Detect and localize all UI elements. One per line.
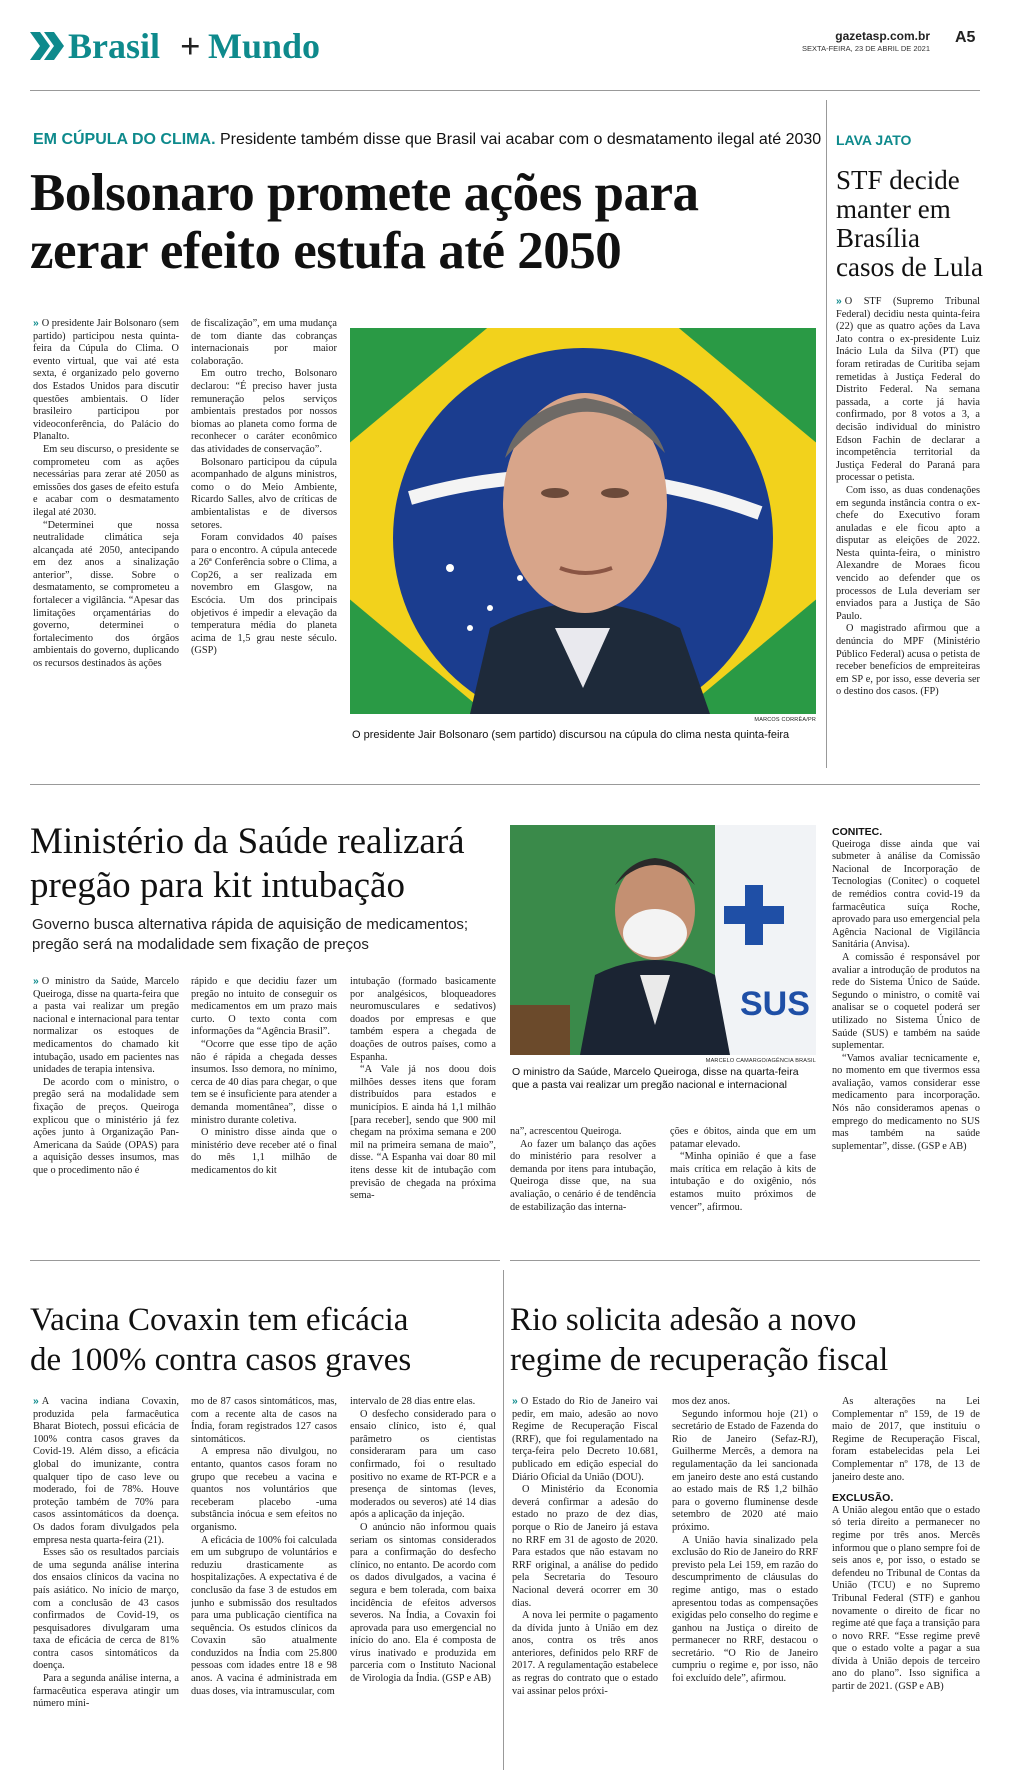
rio-headline: Rio solicita adesão a novo regime de recuperação fiscal <box>510 1302 889 1378</box>
covaxin-column-2: mo de 87 casos sintomáticos, mas, com a recente alta de casos na Índia, foram registrados 127 casos sintomáticos. A empresa não divulgou, no entanto, quantos casos foram no grupo que recebeu a vacina e quantos nos voluntários que receberam placebo -uma substância inócua e sem efeitos no organismo. A eficácia de 100% foi calculada em um subgrupo de voluntários e reduziu drasticamente as hospitalizações. A expectativa é de conclusão da fase 3 de estudos em junho e submissão dos resultados para uma publicação científica na sequência. Os estudos clínicos da Covaxin são atualmente conduzidos na Índia com 25.800 pessoas com idades entre 18 e 98 anos. A vacina é administrada em duas doses, via intramuscular, com <box>191 1396 337 1697</box>
photo-bolsonaro <box>350 328 816 714</box>
rio-column-1: » O Estado do Rio de Janeiro vai pedir, em maio, adesão ao novo Regime de Recuperação Fiscal (RRF), que foi regulamentado na terça-feira pelo Decreto 10.681, publicado em edição especial do Diário Oficial da União (DOU). O Ministério da Economia deverá confirmar a adesão do estado no prazo de dez dias, porque o Rio de Janeiro já estava no RRF em 31 de agosto de 2020. Para estados que não estavam no RRF original, a análise do pedido pela Secretaria do Tesouro Nacional deverá ocorrer em 30 dias. A nova lei permite o pagamento da dívida junto à União em dez anos, contra os três anos anteriores, definidos pelo RRF de 2017. A regulamentação estabelece as regras do contrato que o estado vai assinar pelos próxi- <box>512 1396 658 1697</box>
chevron-icon: » <box>836 296 842 307</box>
bottom-divider <box>503 1270 504 1770</box>
saude-column-3: intubação (formado basicamente por analgésicos, bloqueadores neuromusculares e sedativos) doados por empresas e que também espera a chegada de doações de outros países, como a Espanha. “A Vale já nos doou dois milhões desses itens que foram distribuídos para estados e municípios. E ainda há 1,1 milhão [para receber], sendo que 900 mil chegam na próxima semana e 200 mil na primeira semana de maio”, disse. “A Espanha vai doar 80 mil itens desse kit de intubação com previsão de chegada na próxima sema- <box>350 976 496 1202</box>
rio-column-2: mos dez anos. Segundo informou hoje (21) o secretário de Estado de Fazenda do Rio de Janeiro (Sefaz-RJ), Guilherme Mercês, a demora na regulamentação da lei sancionada em janeiro deste ano está custando ao estado mais de R$ 1,2 bilhão para o governo fluminense desde setembro de 2020 até maio próximo. A União havia sinalizado pela exclusão do Rio de Janeiro do RRF previsto pela Lei 159, em razão do descumprimento de cláusulas do regime antigo, mas o estado apresentou todas as compensações exigidas pelo conselho do regime e ganhou na Justiça o direito de permanecer no RRF, destacou o secretário. “O Rio de Janeiro cumpriu o regime e, por isso, não foi excluído dele”, afirmou. <box>672 1396 818 1685</box>
covaxin-column-1: » A vacina indiana Covaxin, produzida pela farmacêutica Bharat Biotech, possui eficácia de 100% contra casos graves da Covid-19. Além disso, a eficácia global do imunizante, contra qualquer tipo de caso leve ou moderado, foi de 78%. Houve proteção também de 70% para casos assintomáticos da doença. Os dados foram divulgados pela empresa nesta quarta-feira (21). Esses são os resultados parciais de uma segunda análise interina dos ensaios clínicos da vacina no país asiático. No início de março, com a conclusão de 43 casos confirmados de Covid-19, os pesquisadores divulgaram uma taxa de eficácia de cerca de 81% contra casos sintomáticos da doença. Para a segunda análise interna, a farmacêutica esperava atingir um número míni- <box>33 1396 179 1710</box>
saude-column-5: ções e óbitos, ainda que em um patamar elevado. “Minha opinião é que a fase mais crítica em relação à kits de intubação e do oxigênio, nós estamos muito próximos de vencer”, afirmou. <box>670 1126 816 1213</box>
top-headline-line-2: zerar efeito estufa até 2050 <box>30 222 622 280</box>
lava-kicker: LAVA JATO <box>836 132 912 148</box>
lava-headline: STF decide manter em Brasília casos de Lula <box>836 165 983 282</box>
page-number: A5 <box>955 29 976 46</box>
rule-after-saude <box>30 1260 500 1261</box>
photo-queiroga <box>510 825 816 1055</box>
caption-bolsonaro: O presidente Jair Bolsonaro (sem partido) discursou na cúpula do clima nesta quinta-feira <box>352 729 790 741</box>
chevron-icon: » <box>33 318 39 329</box>
covaxin-headline: Vacina Covaxin tem eficácia de 100% contra casos graves <box>30 1302 412 1378</box>
top-column-2: de fiscalização”, em uma mudança de tom diante das cobranças internacionais por maior colaboração. Em outro trecho, Bolsonaro declarou: “É preciso haver justa remuneração pelos serviços ambientais prestados por nossos biomas ao planeta como forma de reconhecer o caráter econômico das atividades de conservação”. Bolsonaro participou da cúpula acompanhado de alguns ministros, como o do Meio Ambiente, Ricardo Salles, alvo de críticas de ambientalistas e de diversos setores. Foram convidados 40 países para o encontro. A cúpula antecede a 26ª Conferência sobre o Clima, a Cop26, a ser realizada em novembro em Glasgow, na Escócia. Um dos principais objetivos é impedir a elevação da temperatura média do planeta acima de 1,5 grau neste século. (GSP) <box>191 318 337 657</box>
saude-sidebar: CONITEC. Queiroga disse ainda que vai submeter à análise da Comissão Nacional de Incorporação de Tecnologias (Conitec) o coquetel de remédios contra covid-19 da farmacêutica suíça Roche, aprovado para uso emergencial pela Agência Nacional de Vigilância Sanitária (Anvisa). A comissão é responsável por avaliar a introdução de produtos na rede do Sistema Único de Saúde. Segundo o ministro, o comitê vai analisar se o coquetel poderá ser utilizado no Sistema Único de Saúde (SUS) e também na saúde suplementar. “Vamos avaliar tecnicamente e, no momento em que tivermos essa avaliação, vamos considerar esse medicamento para incorporação. Nós não consideramos apenas o emprego do medicamento no SUS mas também na saúde suplementar”, disse. (GSP e AB) <box>832 826 980 1152</box>
chevron-icon: » <box>512 1396 518 1407</box>
saude-headline-line-2: pregão para kit intubação <box>30 865 405 906</box>
photo-credit-bolsonaro: MARCOS CORRÊA/PR <box>754 717 816 723</box>
saude-deck: Governo busca alternativa rápida de aquisição de medicamentos; pregão será na modalidade sem fixação de preços <box>32 916 469 953</box>
header-rule <box>30 90 980 91</box>
photo-credit-queiroga: MARCELO CAMARGO/AGÊNCIA BRASIL <box>705 1058 816 1064</box>
section-mundo: Mundo <box>208 26 321 66</box>
top-kicker-text: Presidente também disse que Brasil vai acabar com o desmatamento ilegal até 2030 <box>219 131 822 148</box>
lava-body: » O STF (Supremo Tribunal Federal) decidiu nesta quinta-feira (22) que as quatro ações da Lava Jato contra o ex-presidente Luiz Inácio Lula da Silva (PT) que foram retiradas de Curitiba sejam remetidas à Justiça Federal do Distrito Federal. Na semana passada, a corte já havia confirmado, por 8 votos a 3, a decisão individual do ministro Edson Fachin de declarar a incompetência territorial da Justiça Federal do Paraná para processar o petista. Com isso, as duas condenações em segunda instância contra o ex-chefe do Executivo foram anuladas e ele ficou apto a disputar as eleições de 2022. Nesta quinta-feira, o ministro Alexandre de Moraes ficou vencido ao defender que os processos de Lula deveriam ser enviados para a Justiça de São Paulo. O magistrado afirmou que a denúncia do MPF (Ministério Público Federal) acusa o petista de receber benefícios de empreiteiras em SP e, por isso, esse deveria ser o destino dos casos. (FP) <box>836 296 980 698</box>
top-headline <box>30 164 820 280</box>
edition-date: SEXTA-FEIRA, 23 DE ABRIL DE 2021 <box>802 44 930 53</box>
top-kicker-label: EM CÚPULA DO CLIMA. <box>33 131 216 148</box>
top-kicker <box>33 130 822 150</box>
saude-column-2: rápido e que decidiu fazer um pregão no intuito de conseguir os medicamentos em um prazo mais curto. O texto conta com informações da “Agência Brasil”. “Ocorre que esse tipo de ação não é rápida a chegada desses insumos. Isso demora, no mínimo, cerca de 40 dias para chegar, o que tem se é insuficiente para atender a demanda momentânea”, disse o ministro durante coletiva. O ministro disse ainda que o ministério deve receber até o final do mês 1,1 milhão de medicamentos do kit <box>191 976 337 1176</box>
chevron-icon: » <box>33 976 39 987</box>
sidebar-rule-top <box>826 100 827 768</box>
exclusao-kicker: EXCLUSÃO. <box>832 1492 894 1505</box>
top-column-1: » O presidente Jair Bolsonaro (sem partido) participou nesta quinta-feira da Cúpula do Clima. O evento virtual, que vai até esta sexta, é organizado pelo governo dos Estados Unidos para discutir questões ambientais. O líder brasileiro participou por videoconferência, do Palácio do Planalto. Em seu discurso, o presidente se comprometeu com as ações necessárias para zerar até 2050 as emissões dos gases de efeito estufa e acabar com o desmatamento ilegal até 2030. “Determinei que nossa neutralidade climática seja alcançada até 2050, antecipando em dez anos a sinalização anterior”, disse. Sobre o desmatamento, se comprometeu a fortalecer a vigilância. “Apesar das limitações orçamentárias do governo, determinei o fortalecimento dos órgãos ambientais do governo, duplicando os recursos destinados às ações <box>33 318 179 670</box>
svg-text:SUS: SUS <box>740 985 810 1023</box>
saude-headline-line-1: Ministério da Saúde realizará <box>30 821 465 862</box>
conitec-kicker: CONITEC. <box>832 826 883 838</box>
double-chevron-icon <box>30 32 64 60</box>
site-url: gazetasp.com.br <box>835 29 930 43</box>
saude-headline <box>30 820 510 908</box>
top-headline-line-1: Bolsonaro promete ações para <box>30 164 699 222</box>
section-header <box>30 28 430 68</box>
caption-queiroga: O ministro da Saúde, Marcelo Queiroga, disse na quarta-feira que a pasta vai realizar um pregão nacional e internacional <box>512 1066 799 1091</box>
saude-column-1: » O ministro da Saúde, Marcelo Queiroga, disse na quarta-feira que a pasta vai realizar um pregão nacional e internacional para tentar normalizar os estoques de medicamentos do chamado kit intubação, usado em pacientes nas unidades de terapia intensiva. De acordo com o ministro, o pregão será na modalidade sem fixação de preços. Queiroga explicou que o ministério já fez ações junto à Organização Pan-Americana da Saúde (OPAS) para a aquisição desses insumos, mas que o procedimento não é <box>33 976 179 1176</box>
rule-after-saude-right <box>510 1260 980 1261</box>
chevron-icon: » <box>33 1396 39 1407</box>
rule-after-top <box>30 784 980 785</box>
saude-column-4: na”, acrescentou Queiroga. Ao fazer um balanço das ações do ministério para resolver a demanda por itens para intubação, Queiroga disse que, na sua avaliação, o cenário é de tendência de estabilização das interna- <box>510 1126 656 1213</box>
covaxin-column-3: intervalo de 28 dias entre elas. O desfecho considerado para o ensaio clínico, isto é, qual parâmetro os cientistas consideraram para um caso confirmado, foi o resultado positivo no exame de RT-PCR e a presença de sintomas (leves, moderados ou severos) até 14 dias após a aplicação da injeção. O anúncio não informou quais seriam os sintomas considerados para a confirmação do desfecho clínico, no entanto. De acordo com os dados divulgados, a vacina é segura e bem tolerada, com baixa incidência de efeitos adversos severos. Na Índia, a Covaxin foi aprovada para uso emergencial no início do ano. Ela é composta de vírus inativado e produzida em parceria com o Instituto Nacional de Virologia da Índia. (GSP e AB) <box>350 1396 496 1685</box>
rio-column-3: As alterações na Lei Complementar nº 159, de 19 de maio de 2017, que instituiu o Regime de Recuperação Fiscal, foram estabelecidas pela Lei Complementar nº 178, de 13 de janeiro deste ano. EXCLUSÃO. A União alegou então que o estado só teria direito a permanecer no regime por três anos. Mercês informou que o plano sempre foi de seis anos e, por isso, o estado se defendeu no Tribunal de Contas da União (TCU) e no Supremo Tribunal Federal (STF) e ganhou novamente o direito de ficar no regime até que faça a transição para o novo RRF. “Esse regime prevê que o estado volte a pagar a sua dívida à União depois de terceiro ano do plano”. Isso significa a partir de 2021. (GSP e AB) <box>832 1396 980 1693</box>
section-brasil: Brasil <box>68 26 161 66</box>
section-plus: + <box>180 26 201 66</box>
